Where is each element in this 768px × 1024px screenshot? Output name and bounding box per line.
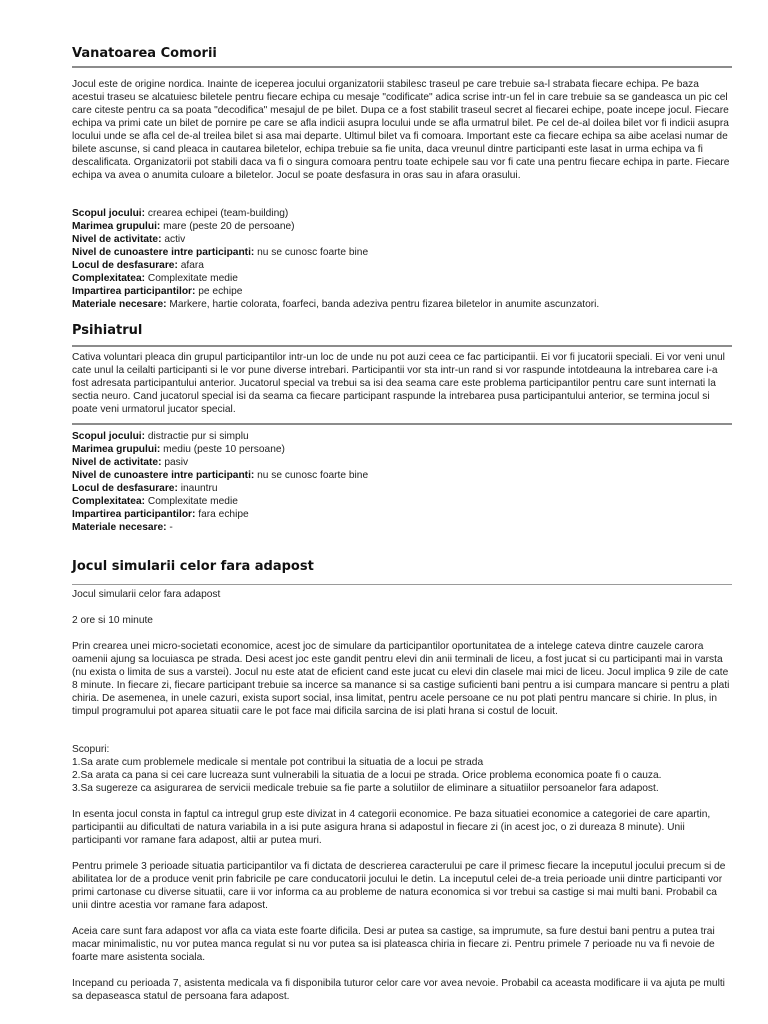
list-item: 2.Sa arata ca pana si cei care lucreaza sunt vulnerabili la situatia de a locui pe strada. Orice problema economica poate fi o cauza.	[72, 770, 662, 781]
list-item: 3.Sa sugereze ca asigurarea de servicii medicale trebuie sa fie parte a solutiilor de eliminare a situatiilor persoanelor fara adapost.	[72, 783, 659, 794]
section-title: Psihiatrul	[72, 323, 143, 338]
goals-title: Scopuri:	[72, 744, 110, 755]
section-body: Jocul este de origine nordica. Inainte de iceperea jocului organizatorii stabilesc traseul pe care trebuie sa-l strabata fiecare echipa. Pe baza acestui traseu se alcatuiesc biletele pentru fiecare echipa cu mesaje "codificate" adica scrise intr-un fel in care trebuie sa se gandeasca un pic cel care citeste pentru ca sa poata "decodifica" mesajul de pe bilet. Dupa ce a fost stabilit traseul secret al fiecarei echipe, poate incepe jocul. Fiecare echipa va primi cate un bilet de pornire pe care se afla indicii asupra locului unde se afla urmatrul bilet. Pe cel de-al doilea bilet vor fi indicii asupra locului unde se afla cel de-al treilea bilet si asa mai departe. Ultimul bilet va fi comoara. Important este ca fiecare echipa sa aibe acelasi numar de bilete ascunse, si cand pleaca in cautarea biletelor, echipa trebuie sa fie unita, daca vreunul dintre participanti este lasat in urma echipa va fi descalificata. Organizatorii pot stabili daca va fi o singura comoara pentru toate echipele sau vor fi cate una pentru fiecare echipa in parte. Fiecare echipa va avea o anumita culoare a biletelor. Jocul se poate desfasura in oras sau in afara orasului.	[72, 79, 730, 181]
meta-row-location: Locul de desfasurare: afara	[72, 260, 204, 271]
paragraph: Prin crearea unei micro-societati economice, acest joc de simulare da participantilor oportunitatea de a intelege cateva dintre cauzele carora oamenii ajung sa locuiasca pe strada. Desi acest joc este gandit pentru elevi din anii terminali de liceu, a fost jucat si cu participanti mai in varsta (nu exista o limita de sus a varstei). Jocul nu este atat de eficient cand este jucat cu elevi din clasele mai mici de liceu. Jocul implica 9 zile de cate 8 minute. In fiecare zi, fiecare participant trebuie sa incerce sa manance si sa castige suficienti bani pentru a isi cumpara mancare si pentru a plati chiria. De asemenea, in unele cazuri, exista suport social, insa limitat, pentru acele persoane ce nu pot plati pentru mancare si chirie. In plus, in timpul programului pot aparea situatii care le pot face mai dificila sarcina de isi plati hrana si costul de locuit.	[72, 641, 730, 717]
section-title: Vanatoarea Comorii	[72, 46, 217, 61]
meta-row-teams: Impartirea participantilor: fara echipe	[72, 509, 249, 520]
section-divider	[72, 66, 732, 68]
meta-row-acquaintance: Nivel de cunoastere intre participanti: nu se cunosc foarte bine	[72, 470, 369, 481]
paragraph: Pentru primele 3 perioade situatia participantilor va fi dictata de descrierea caracterului pe care il primesc fiecare la inceputul jocului precum si de abilitatea lor de a produce venit prin fabricile pe care conducatorii jocului le detin. La inceputul celei de-a treia perioade unii dintre participanti vor primi cartonase cu diverse situatii, care ii vor informa ca au probleme de natura economica si vor trebui sa castige si mai multi bani. Probabil ca unii dintre acestia vor ramane fara adapost.	[72, 861, 726, 911]
paragraph: Incepand cu perioada 7, asistenta medicala va fi disponibila tuturor celor care vor avea nevoie. Probabil ca aceasta modificare ii va ajuta pe multi sa depaseasca statul de persoana fara adapost.	[72, 978, 725, 1002]
meta-row-materials: Materiale necesare: -	[72, 522, 173, 533]
game-metadata	[72, 430, 732, 534]
meta-row-group-size: Marimea grupului: mare (peste 20 de persoane)	[72, 221, 295, 232]
meta-row-complexity: Complexitatea: Complexitate medie	[72, 273, 238, 284]
meta-row-acquaintance: Nivel de cunoastere intre participanti: nu se cunosc foarte bine	[72, 247, 369, 258]
section-divider	[72, 423, 732, 425]
section-body: Cativa voluntari pleaca din grupul participantilor intr-un loc de unde nu pot auzi ceea ce fac participantii. Ei vor fi jucatorii speciali. Ei vor veni unul cate unul la ceilalti participanti si le vor pune diverse intrebari. Participantii vor sta intr-un rand si vor raspunde intotdeauna la intrebarea care i-a fost adresata participantului anterior. Jucatorul special va trebui sa isi dea seama care este problema participantilor pentru care sunt internati la sectia neuro. Cand jucatorul special isi da seama ca fiecare participant raspunde la intrebarea pusa participantului anterior, se termina jocul si poate veni urmatorul jucator special.	[72, 352, 725, 415]
game-metadata	[72, 207, 732, 311]
meta-row-materials: Materiale necesare: Markere, hartie colorata, foarfeci, banda adeziva pentru fizarea biletelor in anumite ascunzatori.	[72, 299, 600, 310]
section-subtitle: Jocul simularii celor fara adapost	[72, 589, 221, 600]
meta-row-scope: Scopul jocului: distractie pur si simplu	[72, 431, 249, 442]
paragraph: In esenta jocul consta in faptul ca intregul grup este divizat in 4 categorii economice. Pe baza situatiei economice a categoriei de care apartin, participantii au dificultati de natura variabila in a isi pute asigura hrana si adapostul in fiecare zi (in acest joc, o zi dureaza 8 minute). Unii participanti vor ramane fara adapost, altii ar putea muri.	[72, 809, 711, 846]
meta-row-complexity: Complexitatea: Complexitate medie	[72, 496, 238, 507]
paragraph: Aceia care sunt fara adapost vor afla ca viata este foarte dificila. Desi ar putea sa castige, sa imprumute, sa fure destui bani pentru a putea trai macar minimalistic, nu vor putea manca regulat si nu vor putea sa isi plateasca chiria in fiecare zi. Pentru primele 7 perioade nu va fi nevoie de foarte mare asistenta sociala.	[72, 926, 715, 963]
meta-row-group-size: Marimea grupului: mediu (peste 10 persoane)	[72, 444, 285, 455]
goals-block	[72, 743, 732, 795]
meta-row-scope: Scopul jocului: crearea echipei (team-building)	[72, 208, 289, 219]
meta-row-activity: Nivel de activitate: activ	[72, 234, 186, 245]
meta-row-location: Locul de desfasurare: inauntru	[72, 483, 218, 494]
section-divider	[72, 345, 732, 347]
meta-row-activity: Nivel de activitate: pasiv	[72, 457, 189, 468]
duration: 2 ore si 10 minute	[72, 615, 153, 626]
goals-list	[72, 756, 732, 795]
meta-row-teams: Impartirea participantilor: pe echipe	[72, 286, 243, 297]
list-item: 1.Sa arate cum problemele medicale si mentale pot contribui la situatia de a locui pe strada	[72, 757, 484, 768]
section-title: Jocul simularii celor fara adapost	[72, 559, 314, 574]
section-divider	[72, 584, 732, 585]
